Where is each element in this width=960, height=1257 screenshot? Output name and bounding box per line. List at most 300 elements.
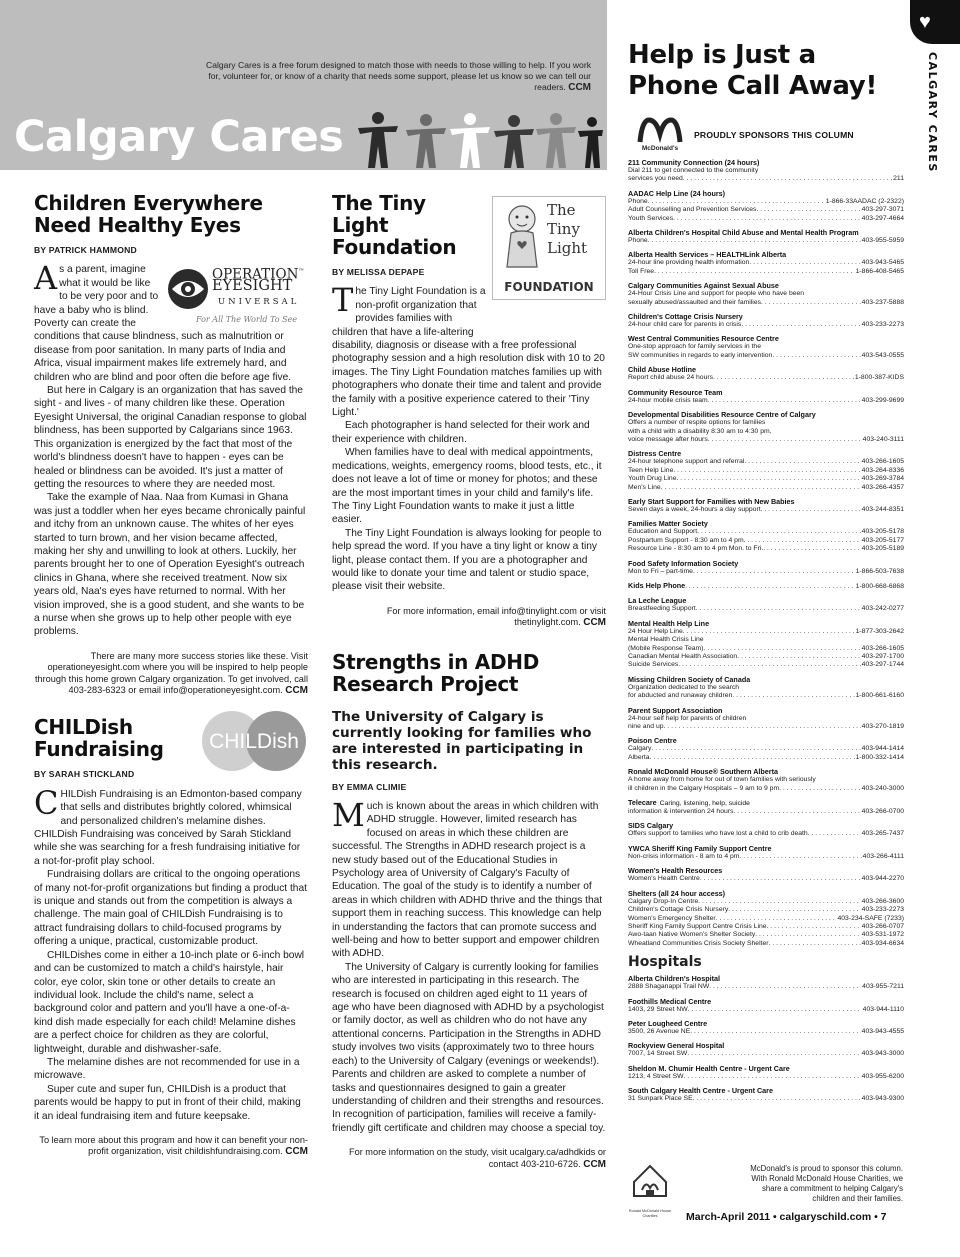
line-label: (Mobile Response Team) — [628, 644, 704, 652]
dot-leader — [744, 537, 861, 545]
directory-entry — [628, 844, 904, 861]
dot-leader — [708, 436, 862, 444]
phone-number: 403-240-3000 — [861, 784, 904, 792]
directory-line — [628, 1006, 904, 1014]
directory-line — [628, 715, 904, 723]
header-band — [0, 0, 607, 170]
directory-entry — [628, 158, 904, 184]
line-label: Awo-taan Native Women's Shelter Society — [628, 931, 756, 939]
middle-column — [332, 192, 606, 1170]
directory-line — [628, 299, 904, 307]
directory-line — [628, 906, 904, 914]
dot-leader — [772, 352, 860, 360]
directory-entry — [628, 1041, 904, 1058]
line-label: for abducted and runaway children — [628, 692, 733, 700]
line-label: Mon to Fri – part-time — [628, 567, 693, 575]
dot-leader — [685, 583, 855, 591]
phone-number: 403-205-5177 — [861, 536, 904, 544]
entry-name: Alberta Children's Hospital — [628, 974, 720, 984]
dot-leader — [709, 983, 861, 991]
paragraph: HILDish Fundraising is an Edmonton-based company that sells and distributes brightly colored, whimsical and personalized children's melamine dishes. CHILDish Fundraising was conceived by Sarah Stickland while she was searching for a fresh fundraising initiative for a not-for-profit play school. — [34, 788, 302, 867]
sponsor-banner — [632, 116, 892, 152]
directory-line — [628, 898, 904, 906]
mcdonalds-logo-text: McDonald's — [641, 145, 679, 152]
paragraph: When families have to deal with medical appointments, medications, weights, emergency rooms, blood tests, etc., it does not leave a lot of time or money for photos; and these are the most important times in your child and family's life. The Tiny Light Foundation wants to make it just a little easier. — [332, 447, 602, 526]
directory-entry — [628, 675, 904, 701]
phone-number: 1-866-408-5465 — [855, 267, 904, 275]
phone-number: 403-205-5178 — [861, 528, 904, 536]
directory-line — [628, 268, 904, 276]
entry-name: La Leche League — [628, 596, 687, 606]
directory-entry — [628, 821, 904, 838]
childish-logo — [198, 710, 310, 772]
child-drawing-icon — [499, 203, 545, 273]
directory-line — [628, 167, 904, 175]
dot-leader — [733, 808, 860, 816]
directory-entry — [628, 706, 904, 732]
directory-line — [628, 745, 904, 753]
phone-number: 403-266-4357 — [861, 483, 904, 491]
dot-leader — [650, 754, 855, 762]
phone-number: 403-944-2270 — [861, 875, 904, 883]
line-label: Women's Emergency Shelter — [628, 914, 716, 922]
directory-entry — [628, 189, 904, 223]
directory-entry — [628, 1086, 904, 1103]
phone-number: 1-800-387-KIDS — [854, 374, 904, 382]
phone-number: 403-955-7211 — [862, 983, 904, 991]
line-label: Teen Help Line — [628, 466, 674, 474]
line-label: sexually abused/assaulted and their families — [628, 298, 761, 306]
paragraph: s a parent, imagine what it would be like to be very poor and to have a baby who is blind. Poverty can create the conditions that cause blindness, such as malnutrition or disease from poor sanitation. In many parts of India and Africa, visual impairment makes life extremely hard, and children who are blind and poor often die before age five. — [34, 264, 292, 383]
phone-number: 403-269-3784 — [861, 475, 904, 483]
directory-line — [628, 684, 904, 692]
line-label: with a child with a disability 8:30 am to 4:30 pm, — [628, 427, 772, 435]
line-label: Suicide Services — [628, 661, 679, 669]
line-label: 24 Hour Help Line — [628, 627, 683, 635]
dot-leader — [687, 1050, 860, 1058]
sponsor-closing-note: McDonald's is proud to sponsor this column. With Ronald McDonald House Charities, we share a commitment to helping Calgary's children and their families. — [750, 1164, 903, 1203]
directory-line — [628, 661, 904, 669]
page-footer: March-April 2011 • calgaryschild.com • 7 — [686, 1211, 887, 1223]
directory-line — [628, 374, 904, 382]
directory-line — [628, 175, 904, 183]
dropcap: A — [34, 259, 58, 298]
phone-number: 403-266-4111 — [862, 852, 904, 860]
directory-line — [628, 343, 904, 351]
phone-number: 403-233-2273 — [861, 906, 904, 914]
paragraph: The Tiny Light Foundation is always looking for people to help spread the word. If you have a tiny light or know a tiny light, please contact them. If you are a photographer and would like to donate your time and talent or studio space, please visit their website. — [332, 527, 602, 593]
entry-name: Early Start Support for Families with New Babies — [628, 496, 795, 506]
phone-number: 403-543-0555 — [861, 351, 904, 359]
eye-emblem-icon — [166, 267, 210, 311]
article-childish — [34, 716, 308, 1157]
dot-leader — [673, 467, 860, 475]
dot-leader — [693, 568, 855, 576]
entry-name: AADAC Help Line (24 hours) — [628, 188, 726, 198]
phone-number: 403-242-0277 — [861, 605, 904, 613]
dot-leader — [703, 645, 860, 653]
phone-number: 403-266-0700 — [861, 808, 904, 816]
directory-line — [628, 1095, 904, 1103]
operation-eyesight-logo — [166, 263, 308, 325]
phone-number: 403-264-8336 — [861, 466, 904, 474]
header-intro — [201, 60, 591, 93]
dot-leader — [690, 1028, 860, 1036]
paragraph: Take the example of Naa. Naa from Kumasi in Ghana was just a toddler when her eyes became chronically painful and itchy from an unknown cause. The whites of her eyes started to turn brown, and her vision became affected, making her shy and unwilling to look at others. Luckily, her parents brought her to one of Operation Eyesight's outreach clinics in Ghana, where she received treatment. Now six years old, Naa's eyes have returned to normal. With her vision improved, she is a good student, and she wants to be a nurse when she grows up to help other people with eye problems. — [34, 492, 306, 638]
line-label: 1213, 4 Street SW — [628, 1072, 684, 1080]
directory-line — [628, 808, 904, 816]
dot-leader — [688, 1006, 862, 1014]
directory-line — [628, 545, 904, 553]
paragraph: The melamine dishes are not recommended for use in a microwave. — [34, 1056, 300, 1082]
directory-entry — [628, 281, 904, 307]
dot-leader — [654, 268, 855, 276]
line-label: Toll Free — [628, 267, 655, 275]
directory-line — [628, 636, 904, 644]
entry-name: Foothills Medical Centre — [628, 996, 712, 1006]
article-adhd — [332, 651, 606, 1170]
directory-entry — [628, 581, 904, 591]
logo-line3: UNIVERSAL — [218, 297, 300, 308]
phone-number: 403-943-5465 — [861, 259, 904, 267]
dot-leader — [741, 321, 860, 329]
header-intro-text: Calgary Cares is a free forum designed to match those with needs to those willing to help. If you work for, volunteer for, or know of a charity that needs some support, please let us know so we can tell our readers. — [205, 60, 591, 92]
directory-line — [628, 436, 904, 444]
left-column — [34, 192, 308, 1158]
dot-leader — [728, 906, 860, 914]
directory-line — [628, 875, 904, 883]
sidebar-title-line1: Help is Just a — [628, 40, 816, 70]
dot-leader — [755, 931, 860, 939]
dot-leader — [808, 830, 861, 838]
phone-number: 403-266-1605 — [861, 458, 904, 466]
directory-line — [628, 198, 904, 206]
phone-number: 211 — [893, 175, 904, 183]
line-label: Education and Support — [628, 528, 698, 536]
dot-leader — [767, 923, 861, 931]
phone-number: 403-266-3600 — [861, 897, 904, 905]
line-label: Calgary Drop-In Centre — [628, 897, 699, 905]
logo-foundation: FOUNDATION — [504, 280, 594, 294]
directory-line — [628, 1073, 904, 1081]
directory-line — [628, 259, 904, 267]
paragraph: But here in Calgary is an organization that has saved the sight - and lives - of many children like these. Operation Eyesight Universal, the original Canadian response to global blindness, has been supported by Calgarians since 1963. This organization is energized by the fact that most of the world's blindness doesn't have to happen - eyes can be healed or blindness can be avoided. It's just a matter of getting the resources to where they are needed most. — [34, 385, 307, 490]
phone-number: 403-934-6634 — [861, 939, 904, 947]
people-figures-graphic — [348, 110, 603, 170]
sponsor-text: PROUDLY SPONSORS THIS COLUMN — [694, 130, 854, 140]
entry-name: Poison Centre — [628, 736, 677, 746]
directory-entry — [628, 866, 904, 883]
article-footnote — [332, 1147, 606, 1170]
entry-name: Parent Support Association — [628, 705, 723, 715]
entry-name: Child Abuse Hotline — [628, 365, 697, 375]
dot-leader — [756, 206, 860, 214]
dot-leader — [732, 692, 854, 700]
line-label: Youth Drug Line — [628, 475, 677, 483]
phone-number: 403-205-5189 — [861, 545, 904, 553]
directory-line — [628, 528, 904, 536]
phone-number: 403-944-1110 — [862, 1005, 904, 1013]
entry-name: Sheldon M. Chumir Health Centre - Urgent Care — [628, 1063, 790, 1073]
entry-name: Rockyview General Hospital — [628, 1041, 725, 1051]
directory-entry — [628, 889, 904, 948]
directory-line — [628, 983, 904, 991]
phone-number: 403-233-2273 — [861, 321, 904, 329]
directory-line — [628, 215, 904, 223]
line-label: Alberta — [628, 753, 650, 761]
article-title: CHILDish Fundraising — [34, 715, 164, 762]
entry-name: Mental Health Help Line — [628, 618, 710, 628]
dot-leader — [708, 397, 861, 405]
dot-leader — [678, 661, 860, 669]
directory-entry — [628, 497, 904, 514]
tiny-light-logo — [492, 196, 606, 300]
line-label: One-stop approach for family services in the — [628, 343, 761, 351]
dot-leader — [779, 785, 861, 793]
directory-line — [628, 206, 904, 214]
line-label: Youth Services — [628, 214, 674, 222]
directory-line — [628, 653, 904, 661]
line-label: Organization dedicated to the search — [628, 683, 740, 691]
directory-line — [628, 458, 904, 466]
entry-name: Calgary Communities Against Sexual Abuse — [628, 281, 779, 291]
directory-entry — [628, 365, 904, 382]
directory-line — [628, 915, 904, 923]
directory-line — [628, 397, 904, 405]
phone-number: 403-297-3071 — [861, 206, 904, 214]
phone-number: 403-944-1414 — [861, 745, 904, 753]
directory-line — [628, 785, 904, 793]
entry-name: Alberta Health Services – HEALTHLink Alberta — [628, 250, 787, 260]
directory-line — [628, 1028, 904, 1036]
ronald-mcdonald-house-logo — [628, 1160, 672, 1218]
line-label: 2888 Shaganappi Trail NW — [628, 983, 710, 991]
entry-name: 211 Community Connection (24 hours) — [628, 158, 760, 167]
heart-icon: ♥ — [919, 11, 931, 33]
line-label: 24-hour child care for parents in crisis — [628, 321, 742, 329]
dot-leader — [684, 1073, 861, 1081]
line-label: Dial 211 to get connected to the community — [628, 167, 759, 174]
directory-entry — [628, 1019, 904, 1036]
paragraph: The University of Calgary is currently looking for families who are interested in participating in this research. The research is focused on children aged eight to 11 years of age who have been diagnosed with ADHD by a psychologist or family doctor, as well as children who do not have any attentional concerns. Participation in the Strengths in ADHD study involves two visits (approximately two to three hours each) to the University of Calgary (evenings or weekends!). Parents and children are asked to complete a number of tasks and questionnaires designed to gain a greater understanding of children and their strengths and resources. In recognition of participation, families will receive a family-friendly gift certificate and children may choose a special toy. — [332, 961, 606, 1134]
footnote-text: For more information on the study, visit ucalgary.ca/adhdkids or contact 403-210-6726. — [348, 1147, 606, 1169]
entry-name: Missing Children Society of Canada — [628, 674, 751, 684]
dropcap: C — [34, 783, 59, 822]
entry-name: Kids Help Phone — [628, 580, 686, 590]
line-label: Canadian Mental Health Association — [628, 653, 738, 660]
line-label: Phone — [628, 197, 648, 205]
phone-number: 1-800-668-6868 — [855, 582, 904, 590]
dot-leader — [749, 259, 860, 267]
line-label: Resource Line - 8:30 am to 4 pm Mon. to Fri. — [628, 545, 764, 553]
line-label: 24-hour mobile crisis team — [628, 396, 708, 404]
article-title: Children Everywhere Need Healthy Eyes — [34, 191, 263, 237]
entry-name: South Calgary Health Centre - Urgent Care — [628, 1086, 773, 1096]
phone-number: 403-240-3111 — [862, 435, 904, 443]
entry-name: Developmental Disabilities Resource Centre of Calgary — [628, 410, 816, 420]
directory-line — [628, 923, 904, 931]
footnote-text: There are many more success stories like these. Visit operationeyesight.com where you will be inspired to help people through this home grown Calgary organization. To get involved, call 403-283-6323 or email info@operationeyesight.com. — [34, 650, 308, 695]
directory-line — [628, 853, 904, 861]
byline: BY MELISSA DEPAPE — [332, 267, 425, 277]
phone-number: 403-244-8351 — [861, 505, 904, 513]
footnote-text: For more information, email info@tinylight.com or visit thetinylight.com. — [386, 605, 606, 628]
line-label: Report child abuse 24 hours — [628, 374, 714, 382]
paragraph: Each photographer is hand selected for their work and their experience with children. — [332, 420, 590, 445]
entry-subtext: Caring, listening, help, suicide — [659, 800, 750, 808]
dot-leader — [648, 237, 861, 245]
rmhc-label: Ronald McDonald House Charities — [628, 1209, 672, 1218]
dot-leader — [761, 506, 861, 514]
paragraph: Fundraising dollars are critical to the ongoing operations of many not-for-profit organizations but finding a product that is unique and stands out from the competition is always a challenge. The main goal of CHILDish Fundraising is to attract fundraising dollars to child-focused programs by offering a unique, practical, customizable product. — [34, 869, 307, 948]
entry-name: Alberta Children's Hospital Child Abuse and Mental Health Program — [628, 228, 859, 238]
section-tab — [910, 0, 960, 44]
directory-line — [628, 645, 904, 653]
line-label: Sheriff King Family Support Centre Crisis Line — [628, 922, 767, 930]
byline: BY SARAH STICKLAND — [34, 769, 135, 780]
directory-entry — [628, 1064, 904, 1081]
logo-tm: ™ — [298, 268, 305, 276]
line-label: Mental Health Crisis Line — [628, 636, 704, 644]
directory-line — [628, 537, 904, 545]
phone-number: 403-955-5959 — [861, 237, 904, 245]
dot-leader — [661, 484, 861, 492]
footnote-text: To learn more about this program and how it can benefit your non-profit organization, visit childishfundraising.com. — [39, 1134, 308, 1157]
entry-name: Food Safety Information Society — [628, 558, 739, 568]
directory-line — [628, 723, 904, 731]
phone-number: 1-800-332-1414 — [855, 753, 904, 761]
directory-line — [628, 754, 904, 762]
line-label: Wheatland Communities Crisis Society Shelter — [628, 939, 769, 947]
directory-line — [628, 321, 904, 329]
line-label: A home away from home for out of town families with seriously — [628, 776, 816, 784]
directory-entry — [628, 449, 904, 492]
line-label: Calgary — [628, 745, 652, 753]
line-label: SW communities in regards to early intervention — [628, 351, 773, 359]
article-tiny-light — [332, 192, 606, 629]
dot-leader — [739, 853, 861, 861]
line-label: ill children in the Calgary Hospitals – 9 am to 9 pm — [628, 784, 780, 792]
phone-number: 1-800-661-6160 — [855, 692, 904, 700]
sidebar-title-line2: Phone Call Away! — [628, 71, 878, 101]
phone-number: 403-265-7437 — [861, 830, 904, 838]
entry-name: YWCA Sheriff King Family Support Centre — [628, 843, 772, 853]
phone-number: 1-866-33AADAC (2-2322) — [825, 197, 904, 205]
paragraph: Super cute and super fun, CHILDish is a product that parents would be happy to put in front of their child, making it an ideal fundraising item and future keepsake. — [34, 1083, 301, 1122]
dot-leader — [698, 898, 860, 906]
entry-name: Women's Health Resources — [628, 866, 723, 876]
ccm-mark: CCM — [285, 685, 308, 696]
directory-entry — [628, 767, 904, 793]
directory-line — [628, 352, 904, 360]
directory-line — [628, 568, 904, 576]
line-label: 24-hour line providing health information — [628, 259, 750, 267]
directory-entry — [628, 559, 904, 576]
logo-line1: The — [547, 201, 576, 219]
phone-number: 1-866-503-7638 — [855, 567, 904, 575]
line-label: Women's Health Centre — [628, 875, 700, 883]
directory-line — [628, 475, 904, 483]
directory-line — [628, 692, 904, 700]
directory-entry — [628, 410, 904, 444]
line-label: Seven days a week, 24-hours a day support — [628, 505, 761, 513]
directory-line — [628, 605, 904, 613]
byline: BY EMMA CLIMIE — [332, 781, 407, 792]
directory-entry — [628, 596, 904, 613]
directory-line — [628, 931, 904, 939]
directory-line — [628, 237, 904, 245]
directory-line — [628, 467, 904, 475]
directory-line — [628, 776, 904, 784]
phone-number: 403-531-1972 — [861, 931, 904, 939]
directory-line — [628, 940, 904, 948]
entry-name: Families Matter Society — [628, 519, 708, 529]
entry-name: Distress Centre — [628, 449, 682, 459]
article-title: Strengths in ADHD Research Project — [332, 649, 539, 696]
dot-leader — [744, 458, 860, 466]
logo-tagline: For All The World To See — [196, 315, 298, 325]
entry-name: Ronald McDonald House® Southern Alberta — [628, 767, 778, 777]
line-label: Men's Line — [628, 483, 661, 491]
dot-leader — [763, 545, 860, 553]
ccm-mark: CCM — [568, 82, 591, 93]
phone-number: 403-955-6200 — [861, 1072, 904, 1080]
dot-leader — [696, 605, 861, 613]
phone-number: 403-297-1744 — [861, 661, 904, 669]
directory-line — [628, 419, 904, 427]
phone-number: 403-297-4664 — [861, 214, 904, 222]
dot-leader — [761, 299, 861, 307]
phone-number: 403-299-9699 — [861, 396, 904, 404]
ccm-mark: CCM — [583, 617, 606, 629]
directory-entry — [628, 388, 904, 405]
entry-name: Children's Cottage Crisis Nursery — [628, 312, 743, 322]
directory-entry — [628, 736, 904, 762]
line-label: 24-hour telephone support and referral — [628, 458, 745, 466]
line-label: 3500, 26 Avenue NE — [628, 1027, 691, 1035]
logo-line3: Light — [547, 239, 588, 257]
ccm-mark: CCM — [285, 1146, 308, 1158]
dot-leader — [683, 628, 855, 636]
article-subhead: The University of Calgary is currently looking for families who are interested in participating in this research. — [332, 708, 592, 773]
directory-entry — [628, 619, 904, 670]
line-label: services you need — [628, 175, 683, 183]
directory-line — [628, 506, 904, 514]
line-label: 24-hour self help for parents of children — [628, 714, 747, 722]
directory-entry — [628, 519, 904, 553]
line-label: 24-Hour Crisis Line and support for people who have been — [628, 290, 805, 298]
line-label: Breastfeeding Support — [628, 605, 696, 613]
directory-line — [628, 484, 904, 492]
mcdonalds-logo — [632, 116, 688, 152]
dot-leader — [673, 215, 861, 223]
phone-number: 403-297-1700 — [861, 653, 904, 660]
line-label: nine and up — [628, 723, 664, 731]
directory-line — [628, 290, 904, 298]
directory-entry — [628, 228, 904, 245]
entry-name: SIDS Calgary — [628, 821, 674, 831]
dot-leader — [664, 723, 861, 731]
dropcap: M — [332, 795, 365, 834]
phone-number: 403-943-9300 — [861, 1095, 904, 1103]
line-label: 31 Sunpark Place SE — [628, 1095, 693, 1103]
entry-name: Community Resource Team — [628, 387, 723, 397]
directory-line — [628, 1050, 904, 1058]
line-label: Non-crisis information - 8 am to 4 pm — [628, 852, 740, 860]
helpline-directory — [628, 158, 904, 1109]
vertical-section-label: CALGARY CARES — [926, 52, 939, 173]
phone-number: 1-877-303-2642 — [855, 627, 904, 635]
